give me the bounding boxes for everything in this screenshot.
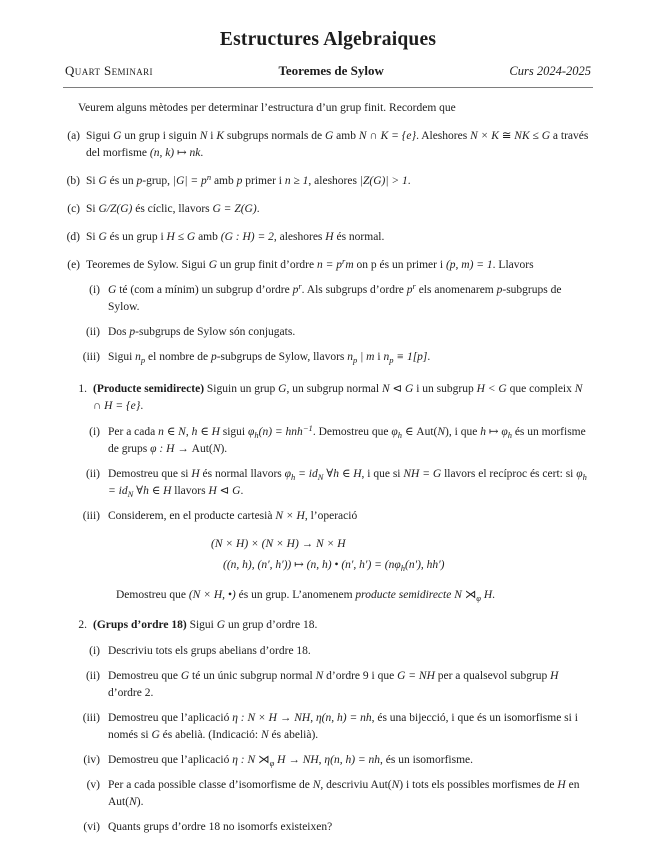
item-text: Dos p-subgrups de Sylow són conjugats. xyxy=(108,326,296,338)
item-label: (i) xyxy=(89,645,100,657)
problem-label: 1. xyxy=(78,383,87,395)
item-label: (a) xyxy=(67,130,80,142)
problem-text: (Grups d’ordre 18) Sigui G un grup d’ordre 18. xyxy=(93,619,318,631)
item-label: (iii) xyxy=(82,510,100,522)
item-label: (i) xyxy=(89,426,100,438)
seminar-label: Quart Seminari xyxy=(65,63,153,78)
item-label: (iii) xyxy=(82,712,100,724)
header-row xyxy=(63,62,593,80)
problem-1-subitem-iii xyxy=(63,508,593,525)
item-text: Demostreu que si H és normal llavors $\varphi_h = id_N$ ∀h ∈ H, i que si NH = G llavors el recíproc és cert: si $\varphi_h = id_N$ ∀h ∈ H llavors H ⊲ G. xyxy=(108,468,587,499)
item-label: (d) xyxy=(66,231,80,243)
problem-2-statement xyxy=(63,617,593,634)
item-label: (ii) xyxy=(85,670,100,682)
problem-2-sublist xyxy=(63,643,593,836)
item-text: Considerem, en el producte cartesià N × H, l’operació xyxy=(108,510,358,522)
item-label: (iv) xyxy=(83,754,100,766)
item-label: (b) xyxy=(66,175,80,187)
sylow-sublist xyxy=(63,282,593,366)
item-text: Demostreu que l’aplicació η : N × H → NH, η(n, h) = nh, és una bijecció, i que és un isomorfisme si i només si G és abelià. (Indicació: N és abelià). xyxy=(108,712,578,741)
item-text: G té (com a mínim) un subgrup d’ordre $p^r$. Als subgrups d’ordre $p^r$ els anomenarem p-subgrups de Sylow. xyxy=(108,281,562,313)
topic-title: Teoremes de Sylow xyxy=(278,63,384,78)
problem-1-subitem-i xyxy=(63,424,593,458)
item-label: (ii) xyxy=(85,326,100,338)
item-text: Demostreu que l’aplicació η : N $⋊_\varphi$ H → NH, η(n, h) = nh, és un isomorfisme. xyxy=(108,754,473,768)
math-line-1: (N × H) × (N × H) → N × H xyxy=(211,538,346,550)
problem-2-subitem-iv xyxy=(63,752,593,769)
problem-2-subitem-iii xyxy=(63,710,593,744)
problem-2-subitem-ii xyxy=(63,668,593,702)
item-label: (ii) xyxy=(85,468,100,480)
display-math xyxy=(211,534,593,576)
item-label: (v) xyxy=(86,779,100,791)
header-rule xyxy=(63,87,593,88)
semidirect-conclusion: Demostreu que (N × H, •) és un grup. L’anomenem producte semidirecte N $⋊_\varphi$ H. xyxy=(116,589,496,603)
item-text: Sigui G un grup i siguin N i K subgrups normals de G amb N ∩ K = {e}. Aleshores N × K ≅ NK ≤ G a través del morfisme (n, k) ↦ nk. xyxy=(86,130,589,159)
sylow-subitem-i xyxy=(63,282,593,316)
item-text: Sigui $n_p$ el nombre de p-subgrups de Sylow, llavors $n_p$ | m i $n_p \equiv 1[p]$. xyxy=(108,351,431,365)
sylow-subitem-ii xyxy=(63,324,593,341)
problems-list xyxy=(63,381,593,836)
item-text: Per a cada n ∈ N, h ∈ H sigui $\varphi_h(n) = hnh^{-1}$. Demostreu que $\varphi_h$ ∈ Aut(N), i que h ↦ $\varphi_h$ és un morfisme de grups φ : H → Aut(N). xyxy=(108,423,586,455)
problem-2 xyxy=(63,617,593,836)
course-year: Curs 2024-2025 xyxy=(509,64,591,78)
problem-1 xyxy=(63,381,593,604)
item-label: (iii) xyxy=(82,351,100,363)
list-item-d xyxy=(63,229,593,246)
problem-2-subitem-i xyxy=(63,643,593,660)
item-text: Teoremes de Sylow. Sigui G un grup finit d’ordre $n = p^rm$ on p és un primer i (p, m) = 1. Llavors xyxy=(86,256,534,271)
item-label: (i) xyxy=(89,284,100,296)
item-text: Quants grups d’ordre 18 no isomorfs existeixen? xyxy=(108,821,333,833)
item-text: Demostreu que G té un únic subgrup normal N d’ordre 9 i que G = NH per a qualsevol subgrup H d’ordre 2. xyxy=(108,670,559,699)
item-text: Descriviu tots els grups abelians d’ordre 18. xyxy=(108,645,311,657)
problem-1-subitem-ii xyxy=(63,466,593,500)
problem-1-statement xyxy=(63,381,593,415)
problem-2-subitem-vi xyxy=(63,819,593,836)
recordatori-list xyxy=(63,128,593,366)
list-item-c xyxy=(63,201,593,218)
item-text: Si G és un grup i H ≤ G amb (G : H) = 2, aleshores H és normal. xyxy=(86,231,385,243)
item-label: (vi) xyxy=(83,821,100,833)
item-label: (c) xyxy=(67,203,80,215)
page-title: Estructures Algebraiques xyxy=(219,29,437,50)
problem-2-subitem-v xyxy=(63,777,593,811)
list-item-e xyxy=(63,257,593,274)
item-label: (e) xyxy=(67,259,80,271)
list-item-b xyxy=(63,173,593,190)
list-item-a xyxy=(63,128,593,162)
item-text: Si G és un p-grup, $|G| = p^n$ amb p primer i n ≥ 1, aleshores |Z(G)| > 1. xyxy=(86,172,411,187)
problem-label: 2. xyxy=(78,619,87,631)
math-line-2: ((n, h), (n′, h′)) ↦ (n, h) • (n′, $h') = (n\varphi_h(n')$, hh′) xyxy=(223,559,445,573)
item-text: Si G/Z(G) és cíclic, llavors G = Z(G). xyxy=(86,203,260,215)
intro-paragraph: Veurem alguns mètodes per determinar l’estructura d’un grup finit. Recordem que xyxy=(78,102,456,114)
item-text: Per a cada possible classe d’isomorfisme de N, descriviu Aut(N) i tots els possibles morfismes de H en Aut(N). xyxy=(108,779,580,808)
sylow-subitem-iii xyxy=(63,349,593,366)
problem-text: (Producte semidirecte) Siguin un grup G, un subgrup normal N ⊲ G i un subgrup H < G que compleix N ∩ H = {e}. xyxy=(93,383,583,412)
problem-1-sublist xyxy=(63,424,593,604)
